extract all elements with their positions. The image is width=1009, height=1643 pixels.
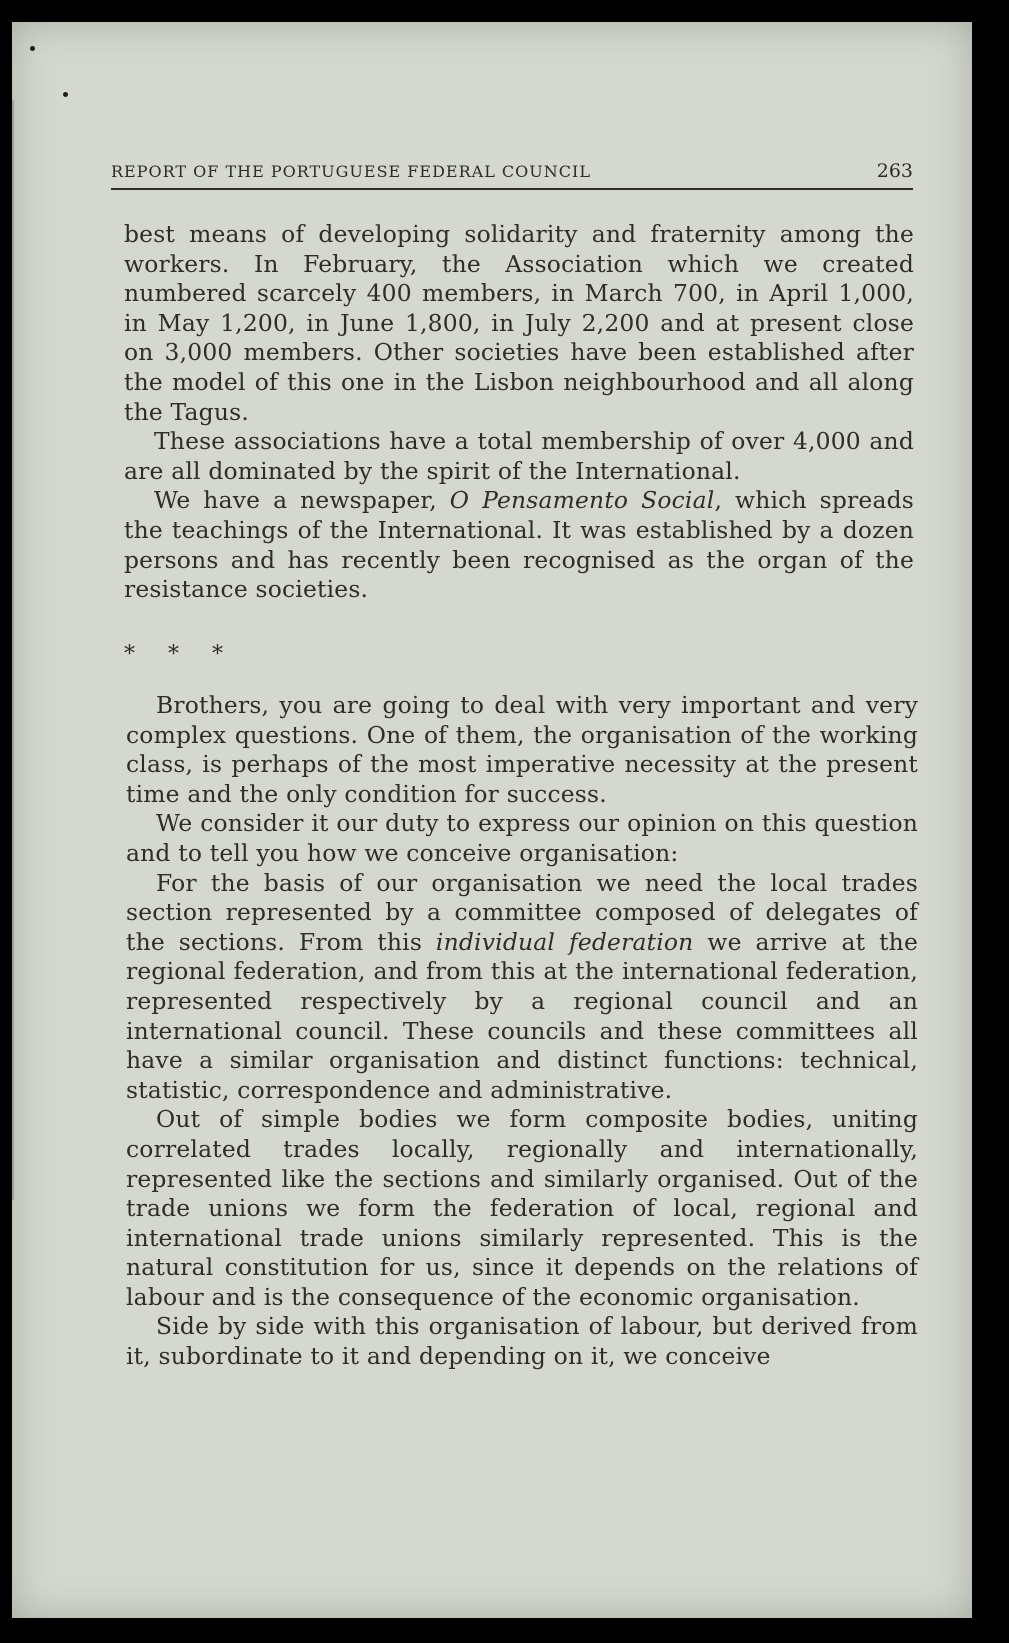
newspaper-title: O Pensamento Social <box>449 486 715 515</box>
running-head: REPORT OF THE PORTUGUESE FEDERAL COUNCIL <box>111 162 591 181</box>
paragraph: Side by side with this organisation of labour, but derived from it, subordinate to it and depending on it, we conceive <box>126 1312 918 1371</box>
page-header <box>111 148 913 190</box>
page-number: 263 <box>876 160 913 182</box>
paragraph: Out of simple bodies we form composite bodies, uniting correlated trades locally, regionally and internationally, represented like the sections and similarly organised. Out of the trade unions we form the federation of local, regional and international trade unions similarly represented. This is the natural constitution for us, since it depends on the relations of labour and is the consequence of the economic organisation. <box>126 1105 918 1311</box>
paragraph: These associations have a total membership of over 4,000 and are all dominated by the spirit of the International. <box>124 427 914 485</box>
paragraph: Brothers, you are going to deal with very important and very complex questions. One of them, the organisation of the working class, is perhaps of the most imperative necessity at the present time and the only condition for success. <box>126 691 918 808</box>
ink-speck <box>30 46 35 51</box>
section-separator: * * * <box>124 642 223 667</box>
text-block-top <box>124 220 914 605</box>
paragraph: We consider it our duty to express our opinion on this question and to tell you how we conceive organisation: <box>126 809 918 867</box>
text-block-bottom <box>126 691 918 1372</box>
paragraph: We have a newspaper, O Pensamento Social, which spreads the teachings of the International. It was established by a dozen persons and has recently been recognised as the organ of the resistance societies. <box>124 486 914 604</box>
ink-speck <box>63 92 68 97</box>
emphasis: individual federation <box>435 927 694 956</box>
page-edge <box>12 100 14 1200</box>
paragraph: For the basis of our organisation we need the local trades section represented by a committee composed of delegates of the sections. From this individual federation we arrive at the regional federation, and from this at the international federation, represented respectively by a regional council and an international council. These councils and these committees all have a similar organisation and distinct functions: technical, statistic, correspondence and administrative. <box>126 868 918 1104</box>
paragraph: best means of developing solidarity and fraternity among the workers. In February, the Association which we created numbered scarcely 400 members, in March 700, in April 1,000, in May 1,200, in June 1,800, in July 2,200 and at present close on 3,000 members. Other societies have been established after the model of this one in the Lisbon neighbourhood and all along the Tagus. <box>124 220 914 426</box>
